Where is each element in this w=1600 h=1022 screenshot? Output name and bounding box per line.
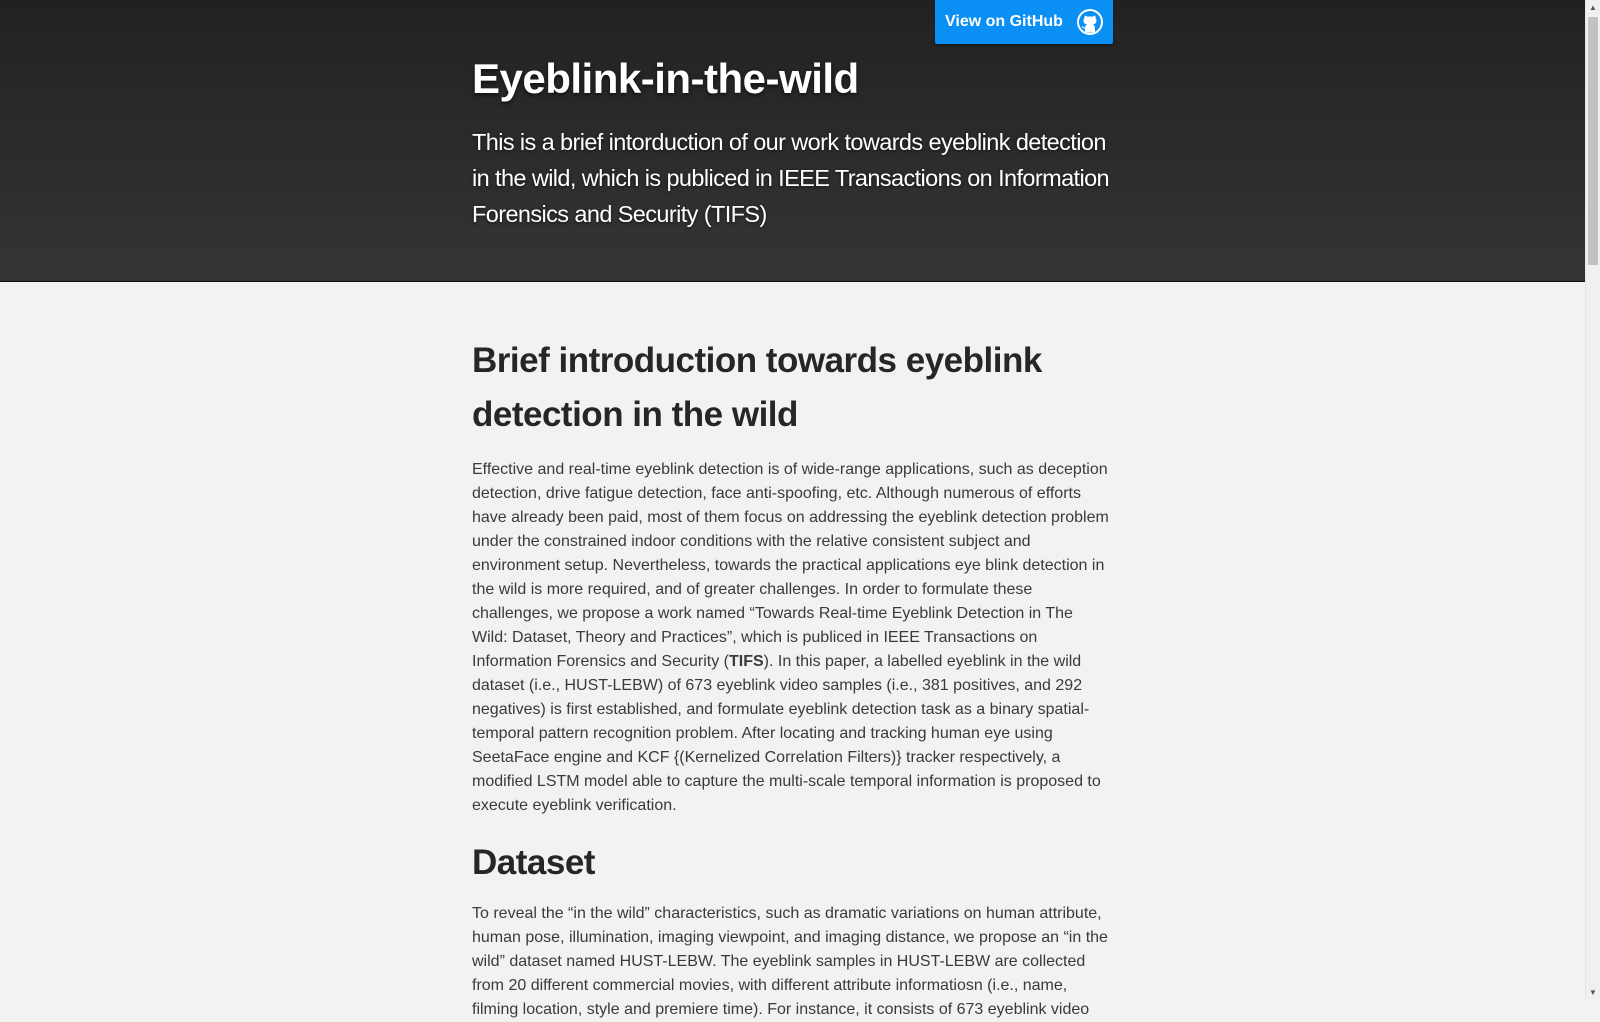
tifs-bold: TIFS xyxy=(729,653,764,670)
intro-paragraph xyxy=(472,458,1112,818)
intro-heading: Brief introduction towards eyeblink detection in the wild xyxy=(472,341,1042,434)
dataset-paragraph: To reveal the “in the wild” characteristics, such as dramatic variations on human attribute, human pose, illumination, imaging viewpoint, and imaging distance, we propose an “in the wild” dataset named HUST-LEBW. The eyeblink samples in HUST-LEBW are collected from 20 different commercial movies, with different attribute informatiosn (i.e., name, filming location, style and premiere time). For instance, it consists of 673 eyeblink video xyxy=(472,905,1108,1018)
scrollbar-thumb[interactable] xyxy=(1588,17,1598,265)
vertical-scrollbar[interactable] xyxy=(1585,0,1600,1000)
intro-text-end: ). In this paper, a labelled eyeblink in the wild dataset (i.e., HUST-LEBW) of 673 eyeblink video samples (i.e., 381 positives, and 292 negatives) is first established, and formulate eyeblink detection task as a binary spatial-temporal pattern recognition problem. After locating and tracking human eye using SeetaFace engine and KCF {(Kernelized Correlation Filters)} tracker respectively, a modified LSTM model able to capture the multi-scale temporal information is proposed to execute eyeblink verification. xyxy=(472,653,1101,814)
project-tagline: This is a brief intorduction of our work towards eyeblink detection in the wild, which is publiced in IEEE Transactions on Information Forensics and Security (TIFS) xyxy=(472,129,1110,227)
github-button-label: View on GitHub xyxy=(945,13,1063,30)
scroll-up-arrow-icon[interactable]: ▲ xyxy=(1589,3,1597,12)
view-on-github-button[interactable] xyxy=(935,0,1113,44)
github-octocat-icon xyxy=(1076,8,1104,36)
main-content xyxy=(472,334,1112,1022)
intro-text-start: Effective and real-time eyeblink detection is of wide-range applications, such as deception detection, drive fatigue detection, face anti-spoofing, etc. Although numerous of efforts have already been paid, most of them focus on addressing the eyeblink detection problem under the constrained indoor conditions with the relative consistent subject and environment setup. Nevertheless, towards the practical applications eye blink detection in the wild is more required, and of greater challenges. In order to formulate these challenges, we propose a work named “Towards Real-time Eyeblink Detection in The Wild: Dataset, Theory and Practices”, which is publiced in IEEE Transactions on Information Forensics and Security ( xyxy=(472,461,1109,670)
page-title: Eyeblink-in-the-wild xyxy=(472,55,859,102)
page-header xyxy=(0,0,1585,282)
dataset-heading: Dataset xyxy=(472,843,595,882)
scroll-down-arrow-icon[interactable]: ▼ xyxy=(1589,988,1597,997)
